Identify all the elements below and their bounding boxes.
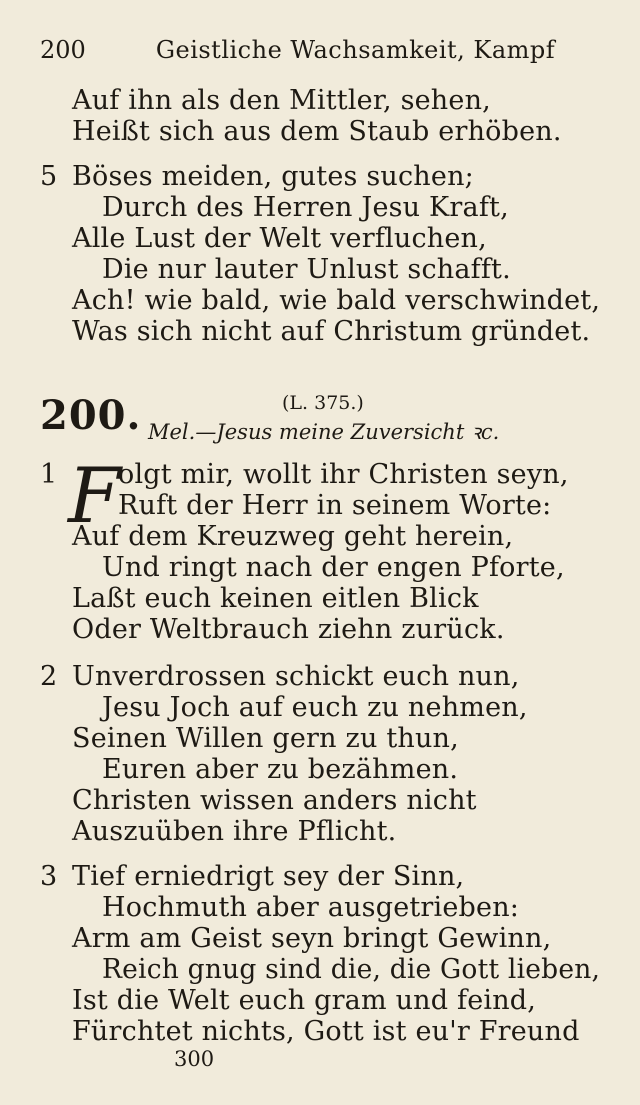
verse-line: Die nur lauter Unlust schafft. xyxy=(102,254,511,285)
verse-line: olgt mir, wollt ihr Christen seyn, xyxy=(118,459,569,490)
verse-line: Ist die Welt euch gram und feind, xyxy=(72,985,537,1016)
signature-mark: 300 xyxy=(174,1047,215,1071)
verse-line: Euren aber zu bezähmen. xyxy=(102,754,459,785)
verse-line: Unverdrossen schickt euch nun, xyxy=(72,661,520,692)
verse-line: Durch des Herren Jesu Kraft, xyxy=(102,192,509,223)
verse-line: Jesu Joch auf euch zu nehmen, xyxy=(102,692,528,723)
verse-line: Arm am Geist seyn bringt Gewinn, xyxy=(72,923,552,954)
stanza-number: 3 xyxy=(40,861,58,892)
verse-line: Reich gnug sind die, die Gott lieben, xyxy=(102,954,601,985)
verse-line: Auszuüben ihre Pflicht. xyxy=(72,816,397,847)
verse-line: Was sich nicht auf Christum gründet. xyxy=(72,316,591,347)
verse-line: Böses meiden, gutes suchen; xyxy=(72,161,474,192)
page-number: 200 xyxy=(40,36,86,64)
stanza-number: 2 xyxy=(40,661,58,692)
verse-line: Und ringt nach der engen Pforte, xyxy=(102,552,565,583)
verse-line: Oder Weltbrauch ziehn zurück. xyxy=(72,614,505,645)
verse-line: Fürchtet nichts, Gott ist eu'r Freund xyxy=(72,1016,580,1047)
verse-line: Laßt euch keinen eitlen Blick xyxy=(72,583,479,614)
verse-line: Alle Lust der Welt verfluchen, xyxy=(72,223,487,254)
stanza-number: 5 xyxy=(40,161,58,192)
verse-line: Seinen Willen gern zu thun, xyxy=(72,723,459,754)
hymn-melody: Mel.—Jesus meine Zuversicht ꝛc. xyxy=(148,420,500,444)
hymn-number: 200. xyxy=(40,392,142,439)
verse-line: Auf dem Kreuzweg geht herein, xyxy=(72,521,514,552)
drop-cap: F xyxy=(68,451,121,540)
verse-line: Heißt sich aus dem Staub erhöben. xyxy=(72,116,562,147)
running-title: Geistliche Wachsamkeit, Kampf xyxy=(155,36,556,64)
stanza-number: 1 xyxy=(40,459,58,490)
verse-line: Ruft der Herr in seinem Worte: xyxy=(118,490,552,521)
verse-line: Tief erniedrigt sey der Sinn, xyxy=(72,861,465,892)
page-header xyxy=(40,36,570,64)
verse-line: Hochmuth aber ausgetrieben: xyxy=(102,892,520,923)
verse-line: Ach! wie bald, wie bald verschwindet, xyxy=(72,285,601,316)
verse-line: Christen wissen anders nicht xyxy=(72,785,477,816)
verse-line: Auf ihn als den Mittler, sehen, xyxy=(72,85,491,116)
hymn-reference: (L. 375.) xyxy=(282,392,364,414)
